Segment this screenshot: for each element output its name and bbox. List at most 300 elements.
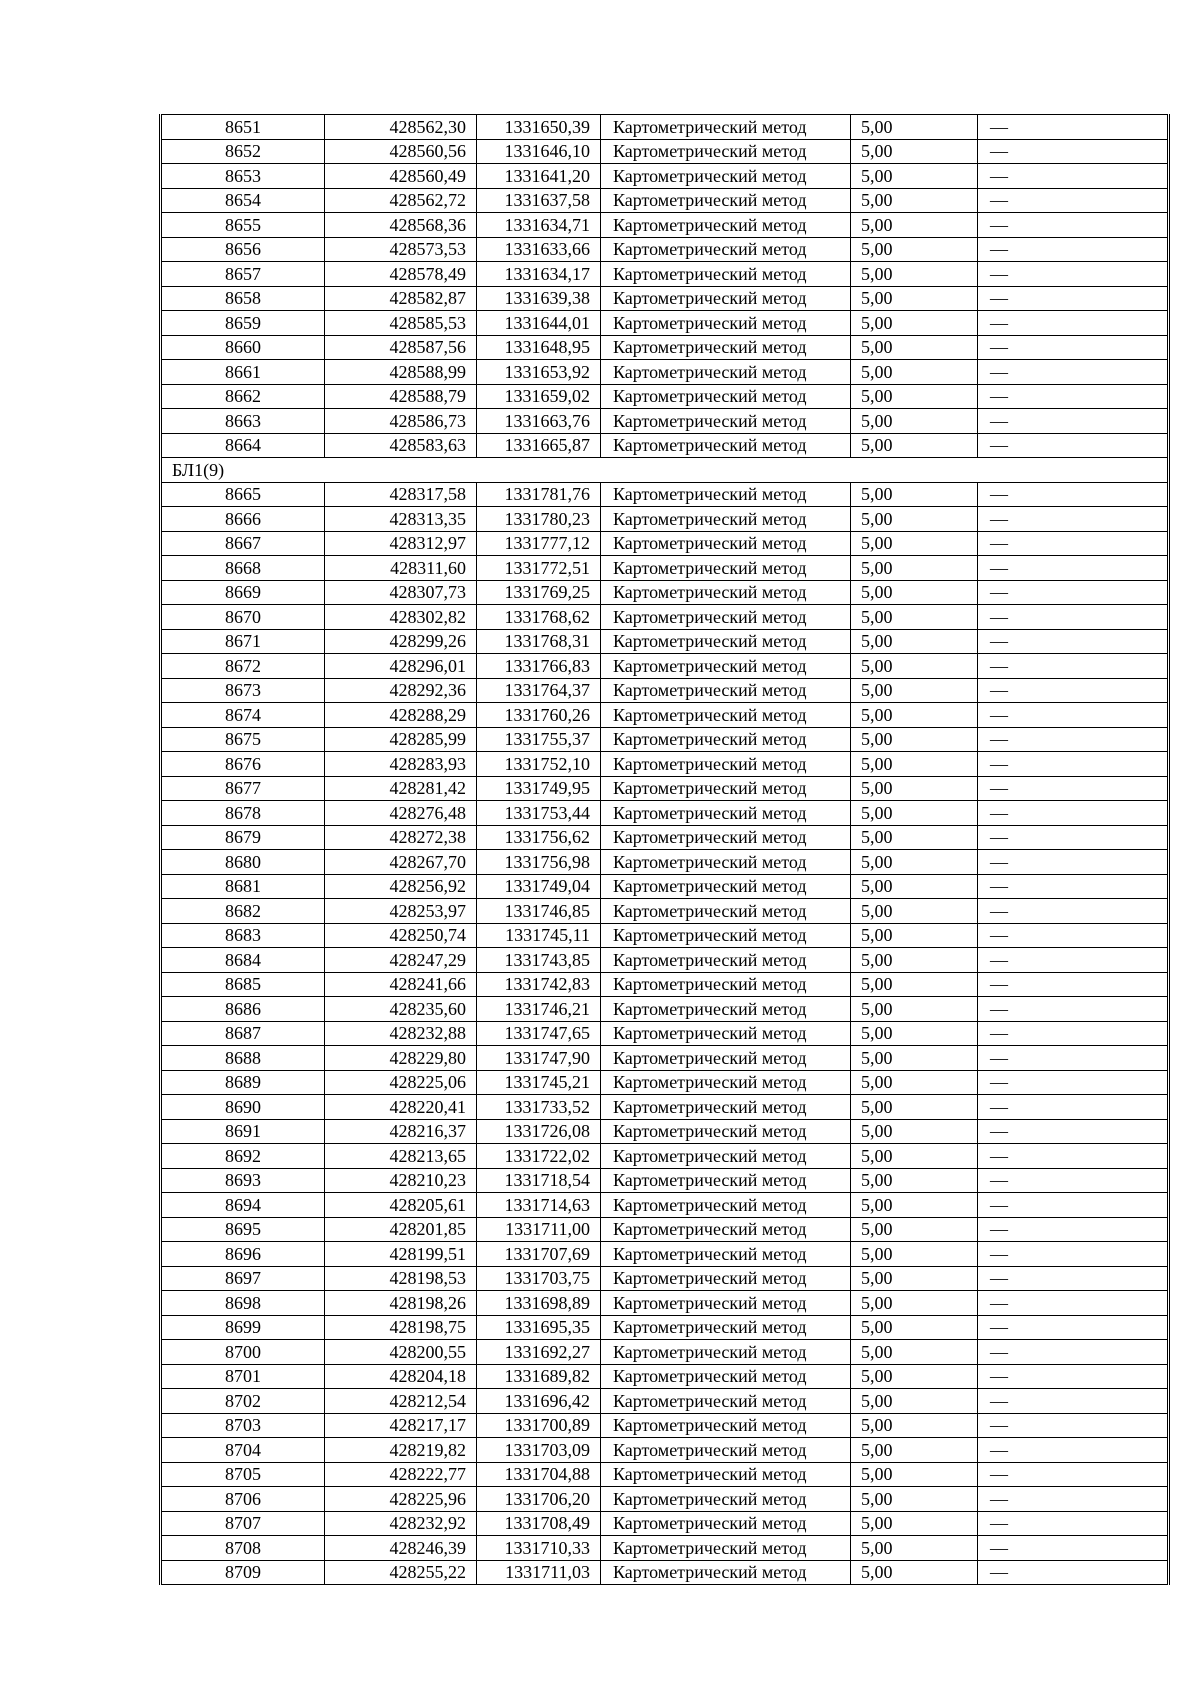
y-coordinate-cell: 1331742,83 bbox=[477, 972, 601, 997]
table-row bbox=[161, 213, 1169, 238]
point-number-cell: 8664 bbox=[161, 433, 325, 458]
accuracy-cell: 5,00 bbox=[851, 1413, 978, 1438]
accuracy-cell: 5,00 bbox=[851, 825, 978, 850]
table-row bbox=[161, 1144, 1169, 1169]
method-cell: Картометрический метод bbox=[601, 409, 851, 434]
note-cell: — bbox=[978, 1560, 1169, 1585]
note-cell: — bbox=[978, 1021, 1169, 1046]
note-cell: — bbox=[978, 727, 1169, 752]
point-number-cell: 8659 bbox=[161, 311, 325, 336]
note-cell: — bbox=[978, 948, 1169, 973]
point-number-cell: 8696 bbox=[161, 1242, 325, 1267]
accuracy-cell: 5,00 bbox=[851, 850, 978, 875]
y-coordinate-cell: 1331772,51 bbox=[477, 556, 601, 581]
note-cell: — bbox=[978, 1070, 1169, 1095]
accuracy-cell: 5,00 bbox=[851, 1536, 978, 1561]
point-number-cell: 8657 bbox=[161, 262, 325, 287]
y-coordinate-cell: 1331753,44 bbox=[477, 801, 601, 826]
method-cell: Картометрический метод bbox=[601, 1119, 851, 1144]
point-number-cell: 8695 bbox=[161, 1217, 325, 1242]
note-cell: — bbox=[978, 1168, 1169, 1193]
point-number-cell: 8690 bbox=[161, 1095, 325, 1120]
x-coordinate-cell: 428586,73 bbox=[325, 409, 477, 434]
y-coordinate-cell: 1331760,26 bbox=[477, 703, 601, 728]
table-row bbox=[161, 752, 1169, 777]
point-number-cell: 8652 bbox=[161, 139, 325, 164]
y-coordinate-cell: 1331695,35 bbox=[477, 1315, 601, 1340]
note-cell: — bbox=[978, 678, 1169, 703]
note-cell: — bbox=[978, 237, 1169, 262]
note-cell: — bbox=[978, 1487, 1169, 1512]
table-row bbox=[161, 1315, 1169, 1340]
method-cell: Картометрический метод bbox=[601, 825, 851, 850]
accuracy-cell: 5,00 bbox=[851, 580, 978, 605]
point-number-cell: 8663 bbox=[161, 409, 325, 434]
accuracy-cell: 5,00 bbox=[851, 556, 978, 581]
y-coordinate-cell: 1331692,27 bbox=[477, 1340, 601, 1365]
y-coordinate-cell: 1331722,02 bbox=[477, 1144, 601, 1169]
point-number-cell: 8701 bbox=[161, 1364, 325, 1389]
table-row bbox=[161, 923, 1169, 948]
accuracy-cell: 5,00 bbox=[851, 899, 978, 924]
table-row bbox=[161, 1560, 1169, 1585]
note-cell: — bbox=[978, 1193, 1169, 1218]
method-cell: Картометрический метод bbox=[601, 1144, 851, 1169]
note-cell: — bbox=[978, 605, 1169, 630]
point-number-cell: 8688 bbox=[161, 1046, 325, 1071]
note-cell: — bbox=[978, 801, 1169, 826]
note-cell: — bbox=[978, 1438, 1169, 1463]
method-cell: Картометрический метод bbox=[601, 188, 851, 213]
y-coordinate-cell: 1331711,03 bbox=[477, 1560, 601, 1585]
x-coordinate-cell: 428198,75 bbox=[325, 1315, 477, 1340]
method-cell: Картометрический метод bbox=[601, 899, 851, 924]
table-row bbox=[161, 1021, 1169, 1046]
x-coordinate-cell: 428241,66 bbox=[325, 972, 477, 997]
table-row bbox=[161, 531, 1169, 556]
note-cell: — bbox=[978, 311, 1169, 336]
x-coordinate-cell: 428247,29 bbox=[325, 948, 477, 973]
table-row bbox=[161, 1340, 1169, 1365]
table-row bbox=[161, 1364, 1169, 1389]
point-number-cell: 8670 bbox=[161, 605, 325, 630]
y-coordinate-cell: 1331764,37 bbox=[477, 678, 601, 703]
accuracy-cell: 5,00 bbox=[851, 164, 978, 189]
table-row bbox=[161, 727, 1169, 752]
y-coordinate-cell: 1331641,20 bbox=[477, 164, 601, 189]
x-coordinate-cell: 428573,53 bbox=[325, 237, 477, 262]
x-coordinate-cell: 428204,18 bbox=[325, 1364, 477, 1389]
point-number-cell: 8681 bbox=[161, 874, 325, 899]
table-row bbox=[161, 1413, 1169, 1438]
x-coordinate-cell: 428560,49 bbox=[325, 164, 477, 189]
y-coordinate-cell: 1331780,23 bbox=[477, 507, 601, 532]
point-number-cell: 8683 bbox=[161, 923, 325, 948]
point-number-cell: 8678 bbox=[161, 801, 325, 826]
method-cell: Картометрический метод bbox=[601, 360, 851, 385]
point-number-cell: 8662 bbox=[161, 384, 325, 409]
x-coordinate-cell: 428562,30 bbox=[325, 115, 477, 140]
method-cell: Картометрический метод bbox=[601, 1168, 851, 1193]
y-coordinate-cell: 1331756,98 bbox=[477, 850, 601, 875]
method-cell: Картометрический метод bbox=[601, 972, 851, 997]
table-row bbox=[161, 948, 1169, 973]
table-row bbox=[161, 1119, 1169, 1144]
note-cell: — bbox=[978, 1462, 1169, 1487]
accuracy-cell: 5,00 bbox=[851, 335, 978, 360]
x-coordinate-cell: 428285,99 bbox=[325, 727, 477, 752]
table-row bbox=[161, 972, 1169, 997]
document-page bbox=[159, 114, 1167, 1585]
y-coordinate-cell: 1331698,89 bbox=[477, 1291, 601, 1316]
note-cell: — bbox=[978, 752, 1169, 777]
table-row bbox=[161, 1487, 1169, 1512]
table-row bbox=[161, 237, 1169, 262]
table-row bbox=[161, 1438, 1169, 1463]
method-cell: Картометрический метод bbox=[601, 115, 851, 140]
method-cell: Картометрический метод bbox=[601, 801, 851, 826]
y-coordinate-cell: 1331745,21 bbox=[477, 1070, 601, 1095]
method-cell: Картометрический метод bbox=[601, 335, 851, 360]
y-coordinate-cell: 1331703,75 bbox=[477, 1266, 601, 1291]
table-row bbox=[161, 1511, 1169, 1536]
table-row bbox=[161, 1193, 1169, 1218]
table-row bbox=[161, 776, 1169, 801]
note-cell: — bbox=[978, 1389, 1169, 1414]
note-cell: — bbox=[978, 825, 1169, 850]
x-coordinate-cell: 428219,82 bbox=[325, 1438, 477, 1463]
method-cell: Картометрический метод bbox=[601, 433, 851, 458]
method-cell: Картометрический метод bbox=[601, 1291, 851, 1316]
x-coordinate-cell: 428246,39 bbox=[325, 1536, 477, 1561]
group-label: БЛ1(9) bbox=[161, 458, 1169, 483]
point-number-cell: 8651 bbox=[161, 115, 325, 140]
note-cell: — bbox=[978, 139, 1169, 164]
method-cell: Картометрический метод bbox=[601, 384, 851, 409]
x-coordinate-cell: 428225,06 bbox=[325, 1070, 477, 1095]
y-coordinate-cell: 1331637,58 bbox=[477, 188, 601, 213]
y-coordinate-cell: 1331633,66 bbox=[477, 237, 601, 262]
y-coordinate-cell: 1331777,12 bbox=[477, 531, 601, 556]
y-coordinate-cell: 1331768,31 bbox=[477, 629, 601, 654]
y-coordinate-cell: 1331689,82 bbox=[477, 1364, 601, 1389]
y-coordinate-cell: 1331639,38 bbox=[477, 286, 601, 311]
y-coordinate-cell: 1331706,20 bbox=[477, 1487, 601, 1512]
y-coordinate-cell: 1331769,25 bbox=[477, 580, 601, 605]
table-row bbox=[161, 139, 1169, 164]
point-number-cell: 8673 bbox=[161, 678, 325, 703]
x-coordinate-cell: 428296,01 bbox=[325, 654, 477, 679]
note-cell: — bbox=[978, 1364, 1169, 1389]
y-coordinate-cell: 1331743,85 bbox=[477, 948, 601, 973]
x-coordinate-cell: 428587,56 bbox=[325, 335, 477, 360]
method-cell: Картометрический метод bbox=[601, 507, 851, 532]
accuracy-cell: 5,00 bbox=[851, 188, 978, 213]
x-coordinate-cell: 428292,36 bbox=[325, 678, 477, 703]
table-row bbox=[161, 1046, 1169, 1071]
table-row bbox=[161, 850, 1169, 875]
note-cell: — bbox=[978, 776, 1169, 801]
note-cell: — bbox=[978, 1340, 1169, 1365]
x-coordinate-cell: 428216,37 bbox=[325, 1119, 477, 1144]
method-cell: Картометрический метод bbox=[601, 1070, 851, 1095]
x-coordinate-cell: 428222,77 bbox=[325, 1462, 477, 1487]
y-coordinate-cell: 1331665,87 bbox=[477, 433, 601, 458]
note-cell: — bbox=[978, 1536, 1169, 1561]
accuracy-cell: 5,00 bbox=[851, 286, 978, 311]
accuracy-cell: 5,00 bbox=[851, 1144, 978, 1169]
y-coordinate-cell: 1331644,01 bbox=[477, 311, 601, 336]
method-cell: Картометрический метод bbox=[601, 776, 851, 801]
method-cell: Картометрический метод bbox=[601, 580, 851, 605]
x-coordinate-cell: 428588,99 bbox=[325, 360, 477, 385]
note-cell: — bbox=[978, 629, 1169, 654]
point-number-cell: 8707 bbox=[161, 1511, 325, 1536]
method-cell: Картометрический метод bbox=[601, 262, 851, 287]
method-cell: Картометрический метод bbox=[601, 1511, 851, 1536]
y-coordinate-cell: 1331663,76 bbox=[477, 409, 601, 434]
method-cell: Картометрический метод bbox=[601, 1364, 851, 1389]
y-coordinate-cell: 1331650,39 bbox=[477, 115, 601, 140]
y-coordinate-cell: 1331708,49 bbox=[477, 1511, 601, 1536]
y-coordinate-cell: 1331749,04 bbox=[477, 874, 601, 899]
y-coordinate-cell: 1331704,88 bbox=[477, 1462, 601, 1487]
point-number-cell: 8694 bbox=[161, 1193, 325, 1218]
point-number-cell: 8654 bbox=[161, 188, 325, 213]
table-row bbox=[161, 678, 1169, 703]
point-number-cell: 8686 bbox=[161, 997, 325, 1022]
x-coordinate-cell: 428568,36 bbox=[325, 213, 477, 238]
point-number-cell: 8682 bbox=[161, 899, 325, 924]
table-row bbox=[161, 1217, 1169, 1242]
table-row bbox=[161, 335, 1169, 360]
point-number-cell: 8677 bbox=[161, 776, 325, 801]
note-cell: — bbox=[978, 654, 1169, 679]
x-coordinate-cell: 428255,22 bbox=[325, 1560, 477, 1585]
table-row bbox=[161, 1536, 1169, 1561]
table-row bbox=[161, 874, 1169, 899]
table-row bbox=[161, 1389, 1169, 1414]
x-coordinate-cell: 428560,56 bbox=[325, 139, 477, 164]
accuracy-cell: 5,00 bbox=[851, 1242, 978, 1267]
accuracy-cell: 5,00 bbox=[851, 213, 978, 238]
point-number-cell: 8692 bbox=[161, 1144, 325, 1169]
point-number-cell: 8698 bbox=[161, 1291, 325, 1316]
note-cell: — bbox=[978, 384, 1169, 409]
y-coordinate-cell: 1331747,65 bbox=[477, 1021, 601, 1046]
y-coordinate-cell: 1331746,21 bbox=[477, 997, 601, 1022]
note-cell: — bbox=[978, 1511, 1169, 1536]
note-cell: — bbox=[978, 850, 1169, 875]
accuracy-cell: 5,00 bbox=[851, 409, 978, 434]
y-coordinate-cell: 1331711,00 bbox=[477, 1217, 601, 1242]
x-coordinate-cell: 428225,96 bbox=[325, 1487, 477, 1512]
table-row bbox=[161, 1291, 1169, 1316]
point-number-cell: 8684 bbox=[161, 948, 325, 973]
x-coordinate-cell: 428583,63 bbox=[325, 433, 477, 458]
note-cell: — bbox=[978, 556, 1169, 581]
x-coordinate-cell: 428253,97 bbox=[325, 899, 477, 924]
method-cell: Картометрический метод bbox=[601, 678, 851, 703]
method-cell: Картометрический метод bbox=[601, 629, 851, 654]
accuracy-cell: 5,00 bbox=[851, 629, 978, 654]
y-coordinate-cell: 1331634,17 bbox=[477, 262, 601, 287]
point-number-cell: 8691 bbox=[161, 1119, 325, 1144]
table-row bbox=[161, 507, 1169, 532]
y-coordinate-cell: 1331733,52 bbox=[477, 1095, 601, 1120]
y-coordinate-cell: 1331710,33 bbox=[477, 1536, 601, 1561]
method-cell: Картометрический метод bbox=[601, 1242, 851, 1267]
method-cell: Картометрический метод bbox=[601, 1413, 851, 1438]
note-cell: — bbox=[978, 1217, 1169, 1242]
y-coordinate-cell: 1331696,42 bbox=[477, 1389, 601, 1414]
accuracy-cell: 5,00 bbox=[851, 1021, 978, 1046]
method-cell: Картометрический метод bbox=[601, 1266, 851, 1291]
y-coordinate-cell: 1331659,02 bbox=[477, 384, 601, 409]
note-cell: — bbox=[978, 972, 1169, 997]
method-cell: Картометрический метод bbox=[601, 1046, 851, 1071]
table-row bbox=[161, 311, 1169, 336]
point-number-cell: 8669 bbox=[161, 580, 325, 605]
x-coordinate-cell: 428250,74 bbox=[325, 923, 477, 948]
point-number-cell: 8704 bbox=[161, 1438, 325, 1463]
y-coordinate-cell: 1331718,54 bbox=[477, 1168, 601, 1193]
point-number-cell: 8672 bbox=[161, 654, 325, 679]
x-coordinate-cell: 428299,26 bbox=[325, 629, 477, 654]
note-cell: — bbox=[978, 164, 1169, 189]
coordinates-table-body bbox=[161, 115, 1169, 1585]
x-coordinate-cell: 428585,53 bbox=[325, 311, 477, 336]
method-cell: Картометрический метод bbox=[601, 1315, 851, 1340]
x-coordinate-cell: 428562,72 bbox=[325, 188, 477, 213]
note-cell: — bbox=[978, 899, 1169, 924]
accuracy-cell: 5,00 bbox=[851, 1560, 978, 1585]
point-number-cell: 8709 bbox=[161, 1560, 325, 1585]
method-cell: Картометрический метод bbox=[601, 874, 851, 899]
note-cell: — bbox=[978, 531, 1169, 556]
point-number-cell: 8705 bbox=[161, 1462, 325, 1487]
accuracy-cell: 5,00 bbox=[851, 1168, 978, 1193]
accuracy-cell: 5,00 bbox=[851, 1046, 978, 1071]
x-coordinate-cell: 428201,85 bbox=[325, 1217, 477, 1242]
x-coordinate-cell: 428311,60 bbox=[325, 556, 477, 581]
accuracy-cell: 5,00 bbox=[851, 1315, 978, 1340]
point-number-cell: 8699 bbox=[161, 1315, 325, 1340]
coordinates-table bbox=[159, 114, 1170, 1585]
method-cell: Картометрический метод bbox=[601, 923, 851, 948]
y-coordinate-cell: 1331766,83 bbox=[477, 654, 601, 679]
x-coordinate-cell: 428199,51 bbox=[325, 1242, 477, 1267]
method-cell: Картометрический метод bbox=[601, 1340, 851, 1365]
note-cell: — bbox=[978, 115, 1169, 140]
group-header-row bbox=[161, 458, 1169, 483]
table-row bbox=[161, 556, 1169, 581]
point-number-cell: 8697 bbox=[161, 1266, 325, 1291]
method-cell: Картометрический метод bbox=[601, 1536, 851, 1561]
x-coordinate-cell: 428256,92 bbox=[325, 874, 477, 899]
method-cell: Картометрический метод bbox=[601, 237, 851, 262]
x-coordinate-cell: 428235,60 bbox=[325, 997, 477, 1022]
y-coordinate-cell: 1331646,10 bbox=[477, 139, 601, 164]
accuracy-cell: 5,00 bbox=[851, 311, 978, 336]
y-coordinate-cell: 1331768,62 bbox=[477, 605, 601, 630]
y-coordinate-cell: 1331781,76 bbox=[477, 482, 601, 507]
y-coordinate-cell: 1331634,71 bbox=[477, 213, 601, 238]
table-row bbox=[161, 1095, 1169, 1120]
x-coordinate-cell: 428198,53 bbox=[325, 1266, 477, 1291]
note-cell: — bbox=[978, 1413, 1169, 1438]
table-row bbox=[161, 188, 1169, 213]
accuracy-cell: 5,00 bbox=[851, 139, 978, 164]
x-coordinate-cell: 428312,97 bbox=[325, 531, 477, 556]
accuracy-cell: 5,00 bbox=[851, 776, 978, 801]
table-row bbox=[161, 1242, 1169, 1267]
table-row bbox=[161, 262, 1169, 287]
method-cell: Картометрический метод bbox=[601, 286, 851, 311]
accuracy-cell: 5,00 bbox=[851, 1511, 978, 1536]
point-number-cell: 8656 bbox=[161, 237, 325, 262]
accuracy-cell: 5,00 bbox=[851, 1217, 978, 1242]
accuracy-cell: 5,00 bbox=[851, 1462, 978, 1487]
x-coordinate-cell: 428205,61 bbox=[325, 1193, 477, 1218]
point-number-cell: 8660 bbox=[161, 335, 325, 360]
method-cell: Картометрический метод bbox=[601, 482, 851, 507]
point-number-cell: 8706 bbox=[161, 1487, 325, 1512]
table-row bbox=[161, 384, 1169, 409]
table-row bbox=[161, 580, 1169, 605]
note-cell: — bbox=[978, 1291, 1169, 1316]
point-number-cell: 8680 bbox=[161, 850, 325, 875]
method-cell: Картометрический метод bbox=[601, 997, 851, 1022]
x-coordinate-cell: 428283,93 bbox=[325, 752, 477, 777]
accuracy-cell: 5,00 bbox=[851, 923, 978, 948]
x-coordinate-cell: 428213,65 bbox=[325, 1144, 477, 1169]
point-number-cell: 8661 bbox=[161, 360, 325, 385]
note-cell: — bbox=[978, 360, 1169, 385]
method-cell: Картометрический метод bbox=[601, 752, 851, 777]
table-row bbox=[161, 433, 1169, 458]
y-coordinate-cell: 1331726,08 bbox=[477, 1119, 601, 1144]
accuracy-cell: 5,00 bbox=[851, 1266, 978, 1291]
accuracy-cell: 5,00 bbox=[851, 1119, 978, 1144]
x-coordinate-cell: 428212,54 bbox=[325, 1389, 477, 1414]
table-row bbox=[161, 1462, 1169, 1487]
x-coordinate-cell: 428307,73 bbox=[325, 580, 477, 605]
accuracy-cell: 5,00 bbox=[851, 997, 978, 1022]
accuracy-cell: 5,00 bbox=[851, 703, 978, 728]
y-coordinate-cell: 1331648,95 bbox=[477, 335, 601, 360]
note-cell: — bbox=[978, 286, 1169, 311]
accuracy-cell: 5,00 bbox=[851, 433, 978, 458]
note-cell: — bbox=[978, 703, 1169, 728]
x-coordinate-cell: 428302,82 bbox=[325, 605, 477, 630]
table-row bbox=[161, 115, 1169, 140]
y-coordinate-cell: 1331714,63 bbox=[477, 1193, 601, 1218]
point-number-cell: 8708 bbox=[161, 1536, 325, 1561]
point-number-cell: 8655 bbox=[161, 213, 325, 238]
point-number-cell: 8687 bbox=[161, 1021, 325, 1046]
x-coordinate-cell: 428272,38 bbox=[325, 825, 477, 850]
method-cell: Картометрический метод bbox=[601, 1021, 851, 1046]
accuracy-cell: 5,00 bbox=[851, 1193, 978, 1218]
x-coordinate-cell: 428220,41 bbox=[325, 1095, 477, 1120]
method-cell: Картометрический метод bbox=[601, 1095, 851, 1120]
note-cell: — bbox=[978, 1046, 1169, 1071]
note-cell: — bbox=[978, 1266, 1169, 1291]
x-coordinate-cell: 428313,35 bbox=[325, 507, 477, 532]
point-number-cell: 8658 bbox=[161, 286, 325, 311]
accuracy-cell: 5,00 bbox=[851, 874, 978, 899]
